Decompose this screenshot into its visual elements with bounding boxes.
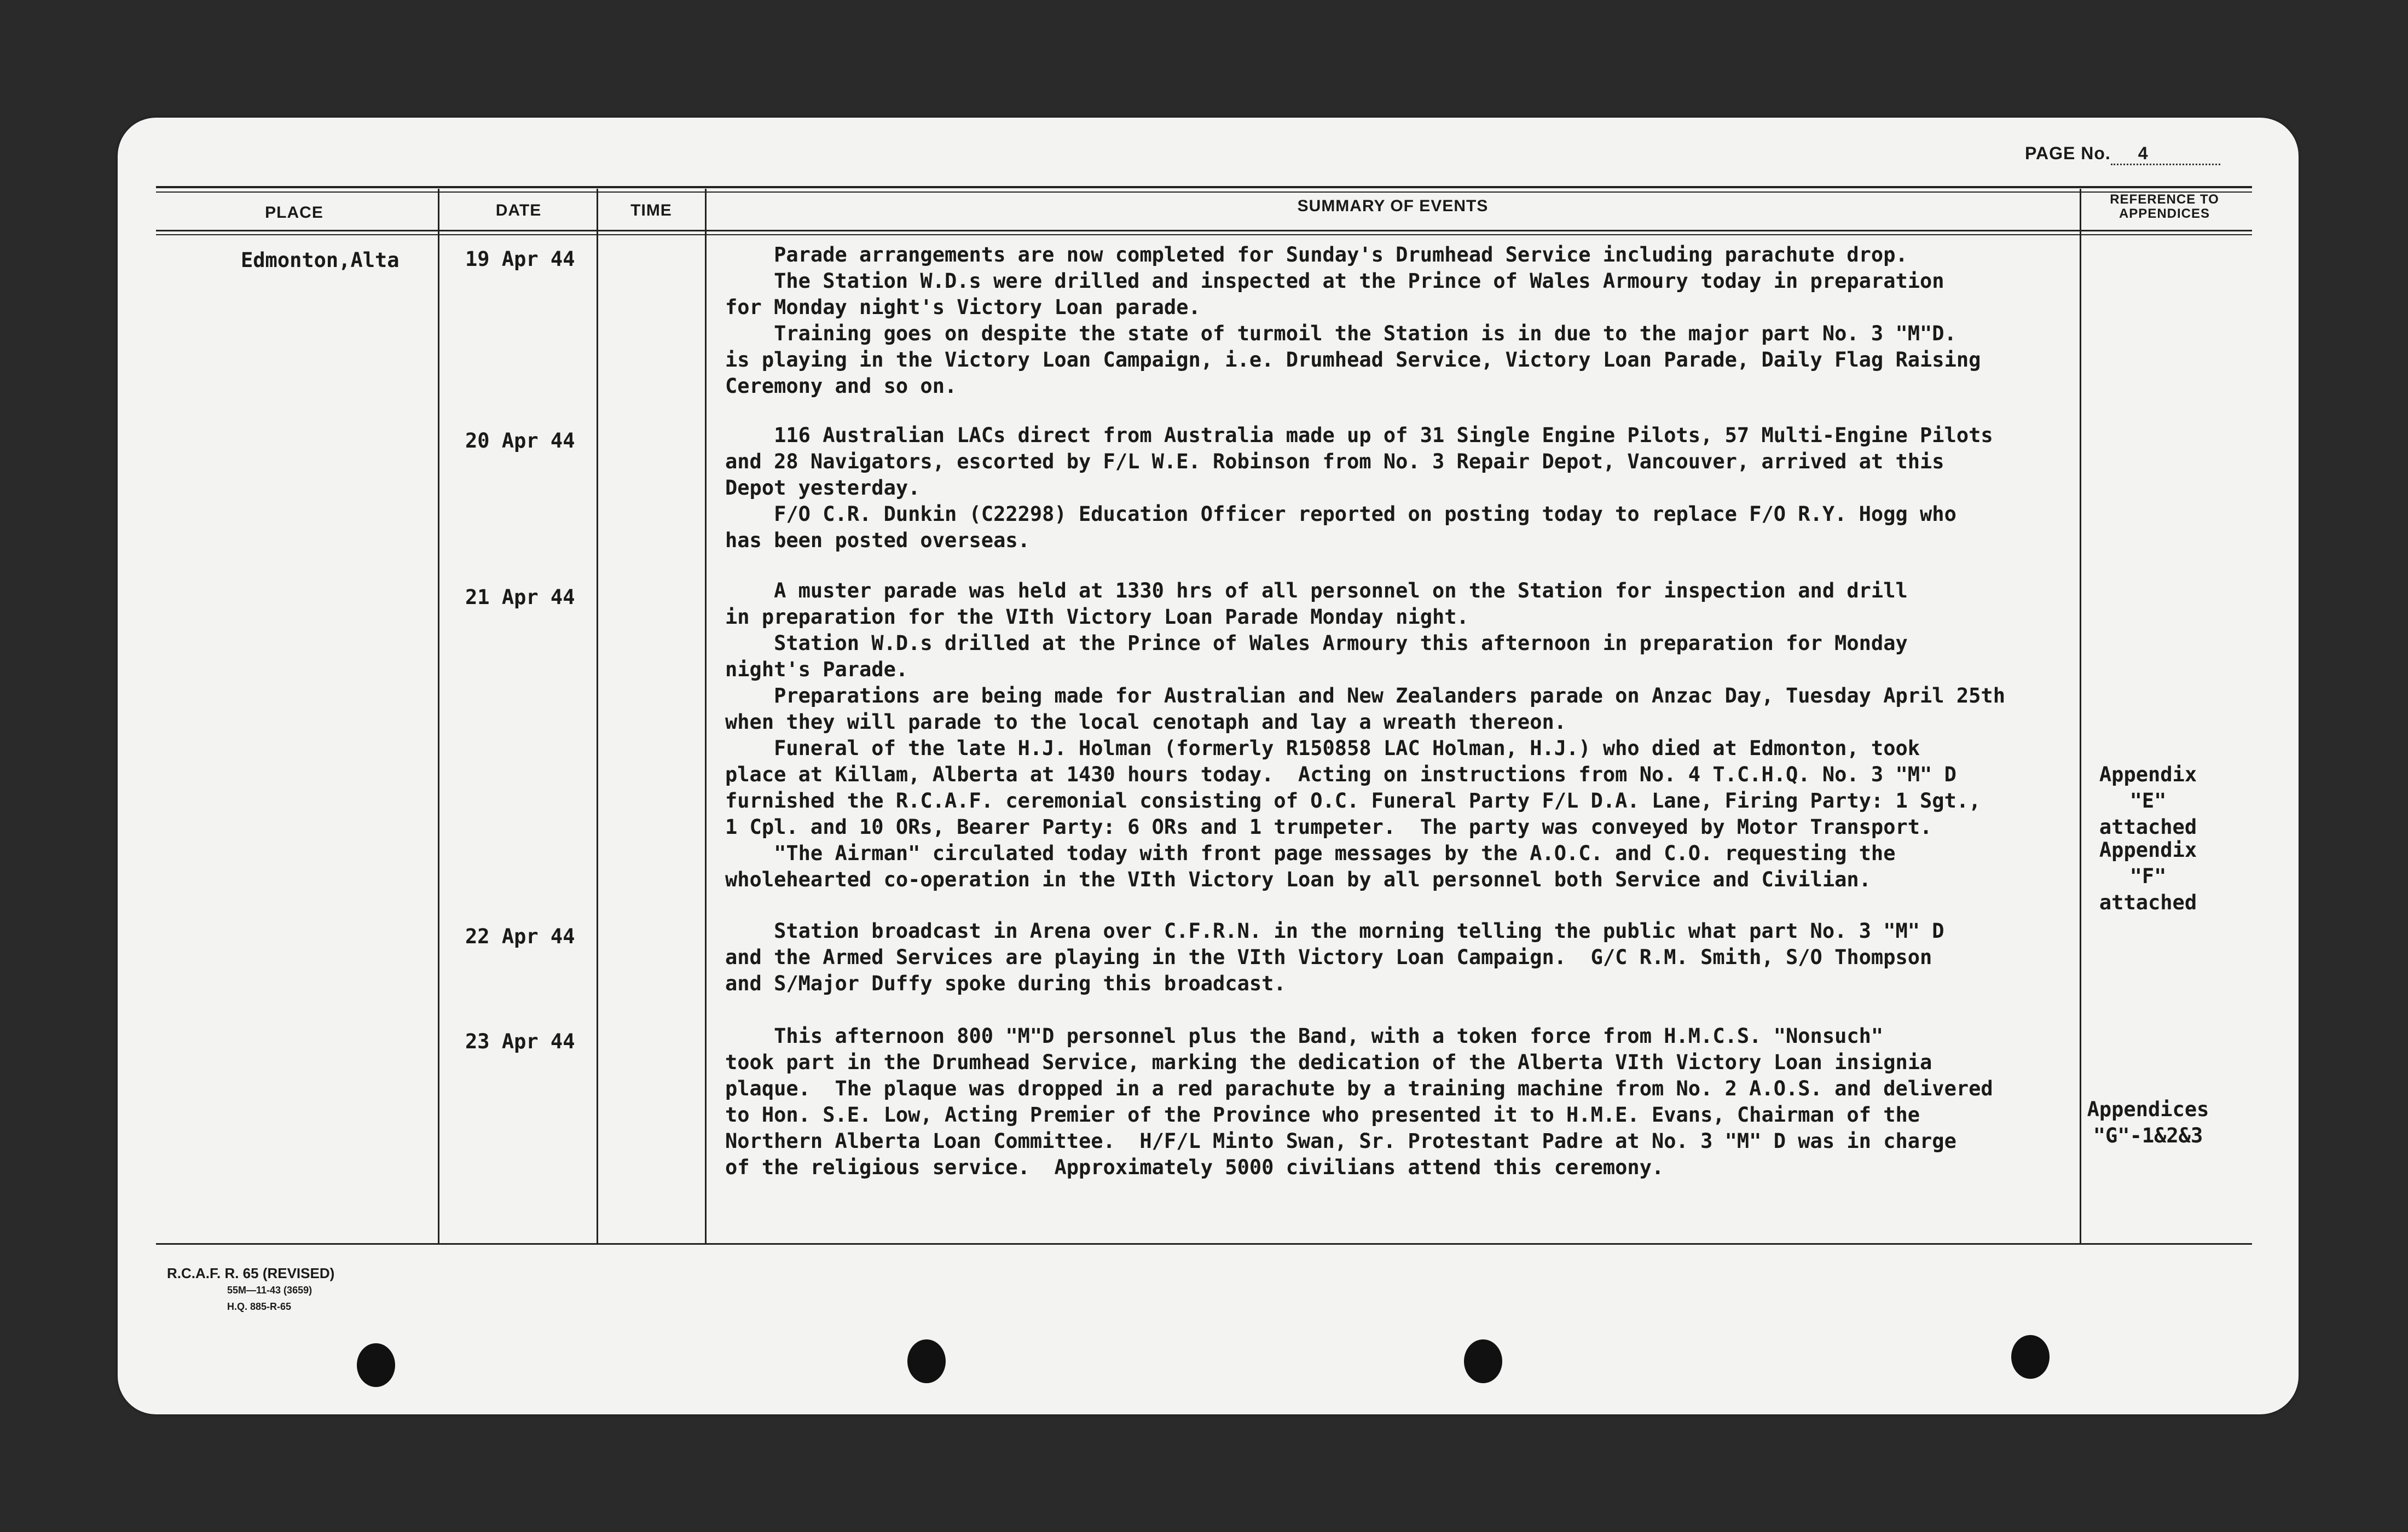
punch-hole — [907, 1339, 946, 1383]
table-bottom-rule — [156, 1243, 2252, 1245]
entry-summary: A muster parade was held at 1330 hrs of all personnel on the Station for inspection and drill in preparation for the VIth Victory Loan Parade Monday night. Station W.D.s drilled at the Prince of Wales Armoury this afternoon in preparation for Monday night's Parade. Preparations are being made for Australian and New Zealanders parade on Anzac Day, Tuesday April 25th when they will parade to the local cenotaph and lay a wreath thereon. Funeral of the late H.J. Holman (formerly R150858 LAC Holman, H.J.) who died at Edmonton, took place at Killam, Alberta at 1430 hours today. Acting on instructions from No. 4 T.C.H.Q. No. 3 "M" D furnished the R.C.A.F. ceremonial consisting of O.C. Funeral Party F/L D.A. Lane, Firing Party: 1 Sgt., 1 Cpl. and 10 ORs, Bearer Party: 6 ORs and 1 trumpeter. The party was conveyed by Motor Transport. "The Airman" circulated today with front page messages by the A.O.C. and C.O. requesting the wholehearted co-operation in the VIth Victory Loan by all personnel both Service and Civilian. — [725, 579, 2005, 891]
page-number-label: PAGE No. — [2025, 143, 2111, 163]
place-value: Edmonton,Alta — [241, 248, 400, 272]
header-time: TIME — [630, 201, 672, 219]
table-top-rule — [156, 186, 2252, 188]
col-divider-place — [438, 189, 439, 1245]
header-date: DATE — [495, 201, 542, 219]
appendix-reference: Appendices "G"-1&2&3 — [2087, 1098, 2209, 1147]
punch-hole — [357, 1343, 395, 1387]
form-hq-ref: H.Q. 885-R-65 — [227, 1301, 292, 1312]
col-divider-time — [705, 189, 707, 1245]
entry-date: 19 Apr 44 — [465, 247, 575, 271]
form-print-run: 55M—11-43 (3659) — [227, 1285, 312, 1296]
entry-summary: Parade arrangements are now completed for Sunday's Drumhead Service including parachute drop. The Station W.D.s were drilled and inspected at the Prince of Wales Armoury today in preparation for Monday night's Victory Loan parade. Training goes on despite the state of turmoil the Station is in due to the major part No. 3 "M"D. is playing in the Victory Loan Campaign, i.e. Drumhead Service, Victory Loan Parade, Daily Flag Raising Ceremony and so on. — [725, 243, 1981, 398]
appendix-reference: Appendix "F" attached — [2099, 838, 2197, 914]
punch-hole — [2011, 1335, 2050, 1379]
entry-date: 22 Apr 44 — [465, 925, 575, 948]
appendix-reference: Appendix "E" attached — [2099, 763, 2197, 839]
entry-summary: Station broadcast in Arena over C.F.R.N. in the morning telling the public what part No. 3 "M" D and the Armed Services are playing in the VIth Victory Loan Campaign. G/C R.M. Smith, S/O Thompson and S/Major Duffy spoke during this broadcast. — [725, 919, 1944, 995]
header-bottom-rule — [156, 230, 2252, 231]
entry-date: 23 Apr 44 — [465, 1030, 575, 1053]
table-top-rule-2 — [156, 192, 2252, 193]
punch-hole — [1464, 1339, 1502, 1383]
header-place: PLACE — [265, 204, 323, 222]
entry-summary: 116 Australian LACs direct from Australia made up of 31 Single Engine Pilots, 57 Multi-Engine Pilots and 28 Navigators, escorted by F/L W.E. Robinson from No. 3 Repair Depot, Vancouver, arrived at this Depot yesterday. F/O C.R. Dunkin (C22298) Education Officer reported on posting today to replace F/O R.Y. Hogg who has been posted overseas. — [725, 423, 1993, 552]
entry-date: 20 Apr 44 — [465, 429, 575, 452]
header-reference: REFERENCE TO APPENDICES — [2110, 192, 2219, 221]
col-divider-date — [597, 189, 598, 1245]
form-code: R.C.A.F. R. 65 (REVISED) — [167, 1265, 335, 1281]
entry-summary: This afternoon 800 "M"D personnel plus the Band, with a token force from H.M.C.S. "Nonsuch" took part in the Drumhead Service, marking the dedication of the Alberta VIth Victory Loan insignia plaque. The plaque was dropped in a red parachute by a training machine from No. 2 A.O.S. and delivered to Hon. S.E. Low, Acting Premier of the Province who presented it to H.M.E. Evans, Chairman of the Northern Alberta Loan Committee. H/F/L Minto Swan, Sr. Protestant Padre at No. 3 "M" D was in charge of the religious service. Approximately 5000 civilians attend this ceremony. — [725, 1024, 1993, 1179]
header-summary: SUMMARY OF EVENTS — [1297, 197, 1489, 215]
entry-date: 21 Apr 44 — [465, 585, 575, 609]
page-number — [2025, 143, 2220, 165]
form-identifier — [167, 1265, 334, 1315]
page-number-value: 4 — [2111, 143, 2220, 165]
header-bottom-rule-2 — [156, 234, 2252, 235]
